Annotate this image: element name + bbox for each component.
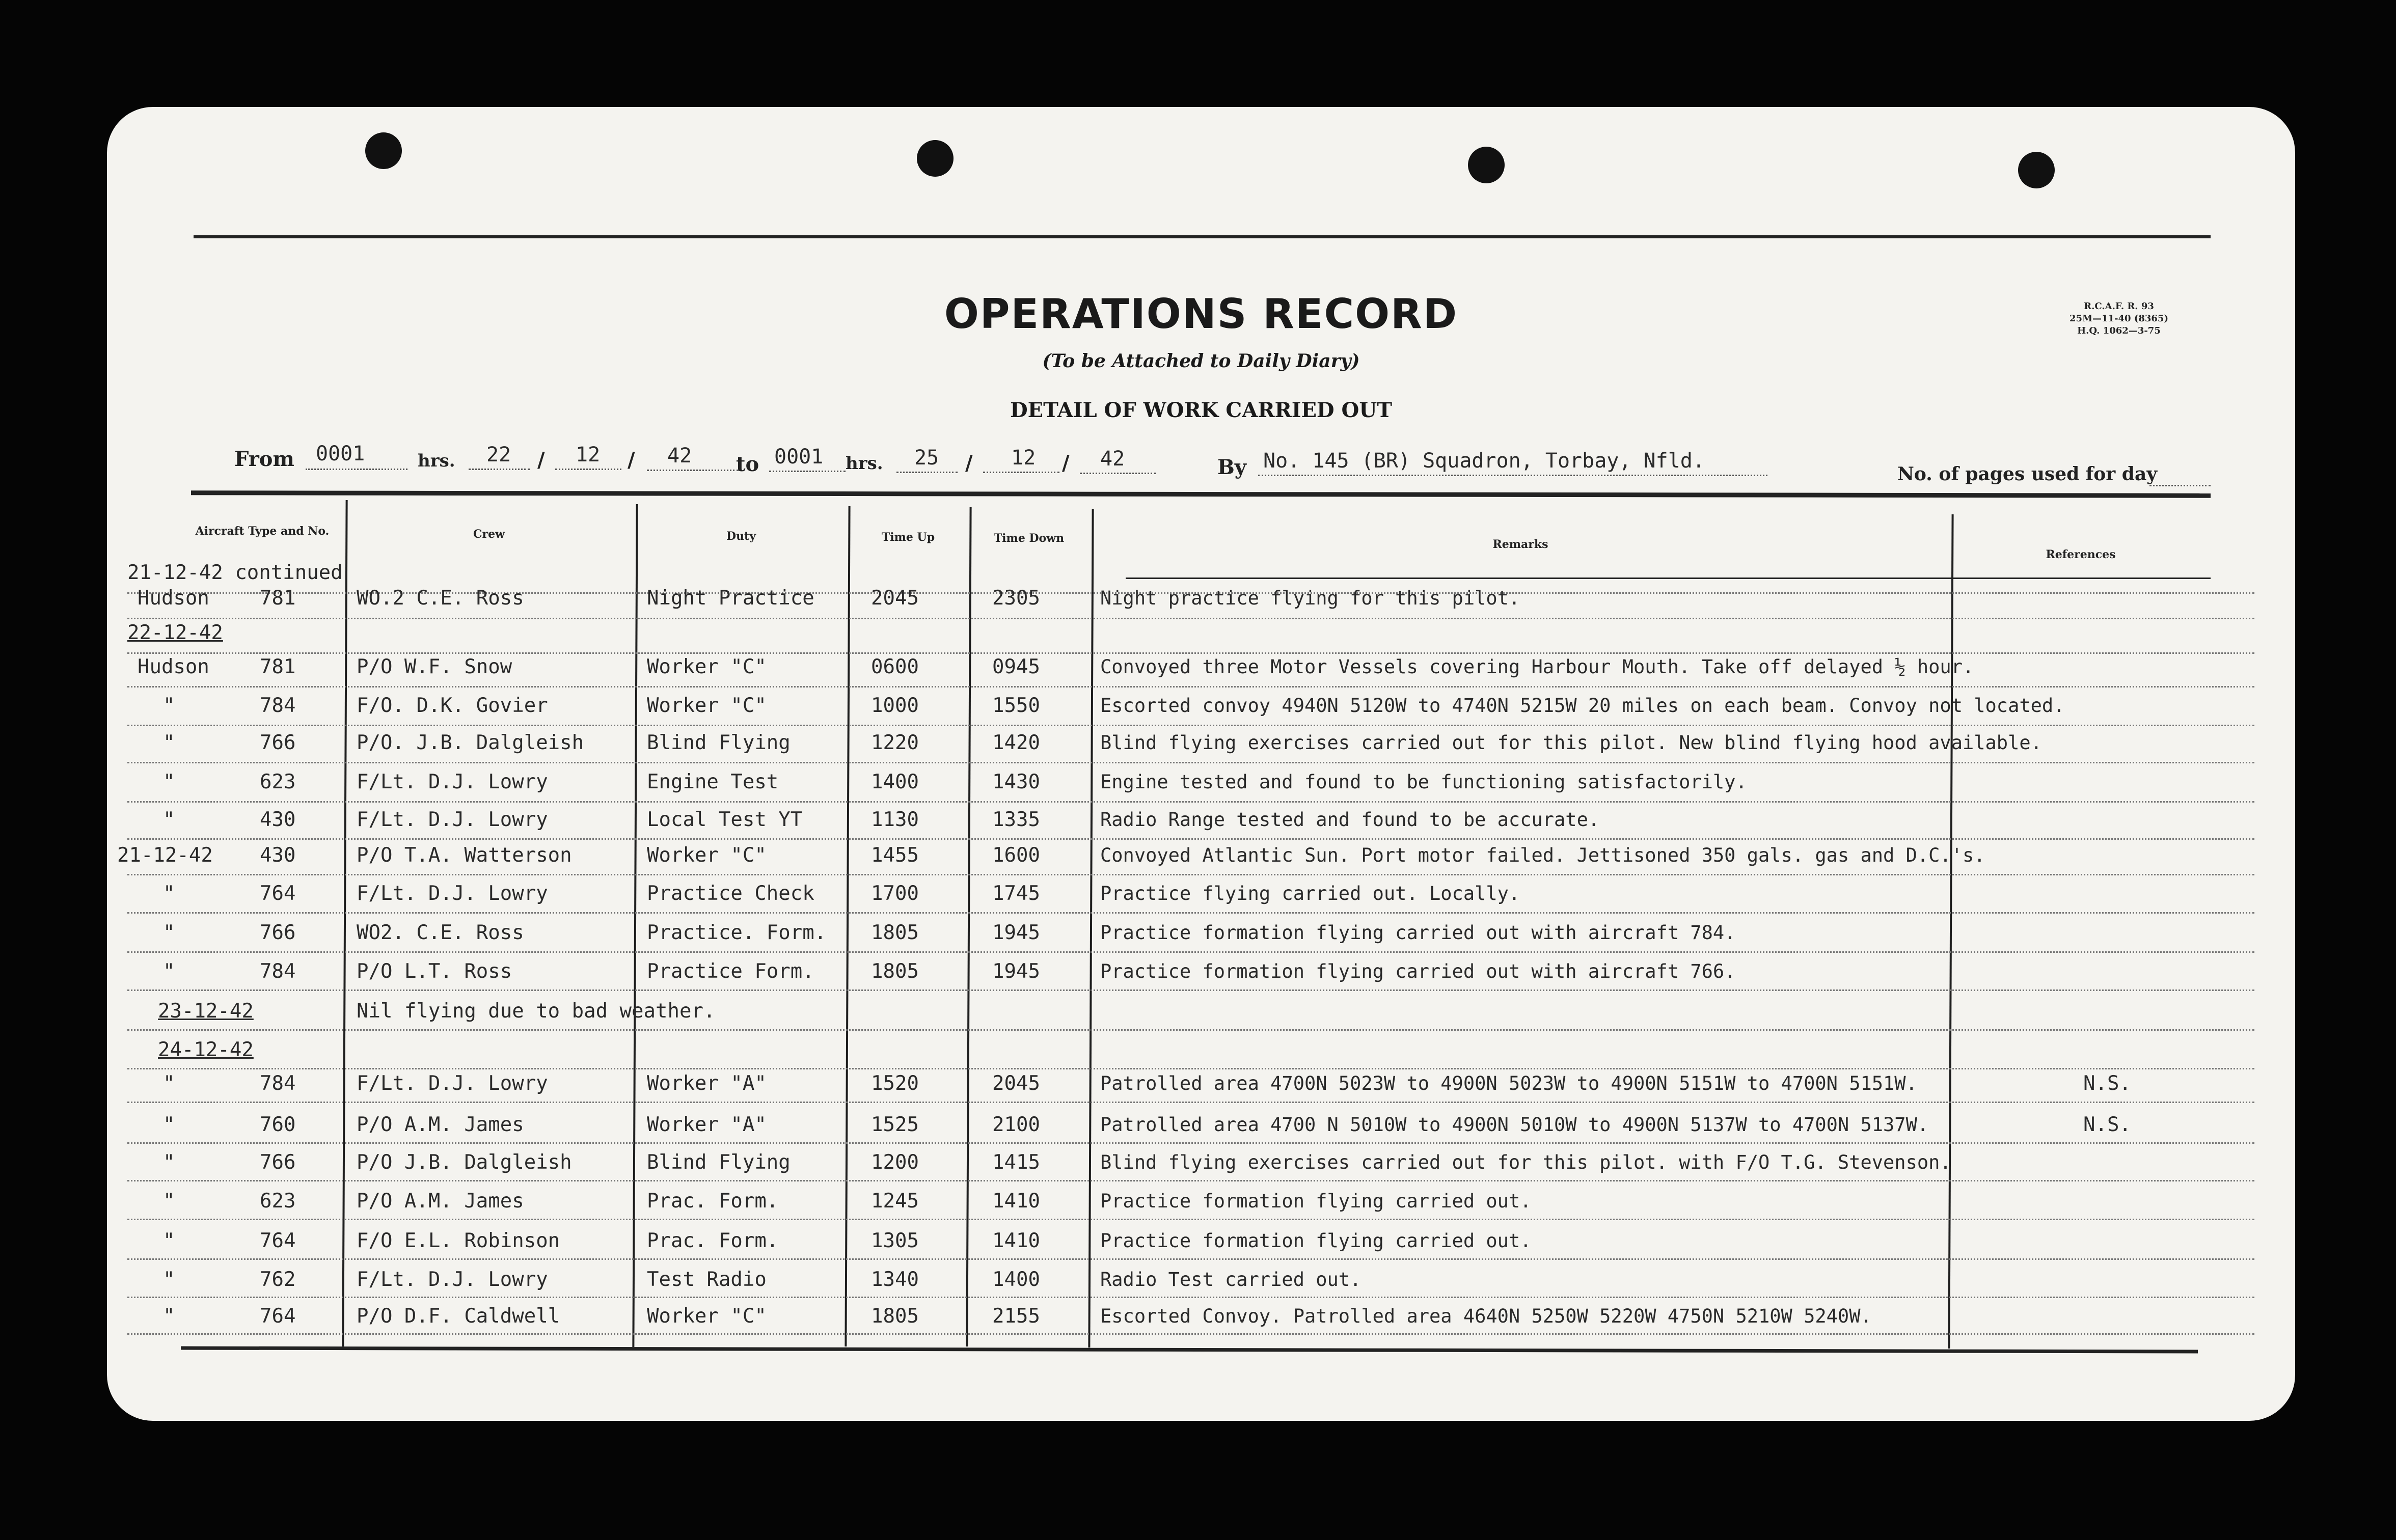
row-rule [127, 1333, 2254, 1335]
cell-duty: Practice Check [647, 882, 814, 905]
cell-down: 1600 [992, 844, 1040, 867]
cell-down: 2100 [992, 1113, 1040, 1136]
cell-date: 24-12-42 [158, 1038, 254, 1062]
cell-ref: N.S. [2083, 1113, 2131, 1136]
to-year: 42 [1100, 447, 1125, 471]
cell-crew: P/O A.M. James [357, 1190, 524, 1213]
cell-no: 623 [260, 771, 296, 794]
to-day-line [896, 472, 958, 473]
cell-up: 1455 [871, 844, 919, 867]
cell-down: 1420 [992, 731, 1040, 755]
cell-no: 784 [260, 1072, 296, 1095]
record-card [107, 107, 2295, 1421]
row-rule [127, 1180, 2254, 1181]
cell-no: 430 [260, 844, 296, 867]
cell-type: " [163, 808, 175, 831]
cell-type: Hudson [138, 655, 209, 678]
cell-no: 766 [260, 731, 296, 755]
cell-up: 1200 [871, 1150, 919, 1174]
cell-no: 784 [260, 694, 296, 717]
form-title: OPERATIONS RECORD [944, 290, 1458, 338]
col-header-duty: Duty [726, 530, 756, 543]
cell-crew: F/Lt. D.J. Lowry [357, 1072, 548, 1095]
row-rule [127, 838, 2254, 840]
cell-no: 781 [260, 655, 296, 678]
form-code-line: H.Q. 1062—3-75 [2077, 325, 2161, 336]
to-day: 25 [914, 446, 939, 470]
cell-no: 764 [260, 1229, 296, 1253]
cell-remarks: Practice flying carried out. Locally. [1100, 883, 1520, 905]
table-row [107, 1036, 2295, 1075]
punch-hole [365, 132, 402, 169]
row-rule [127, 1219, 2254, 1220]
cell-down: 2305 [992, 587, 1040, 610]
cell-type: " [163, 921, 175, 945]
from-year-line [647, 470, 739, 471]
cell-remarks: Escorted convoy 4940N 5120W to 4740N 5215W 20 miles on each beam. Convoy not located. [1100, 695, 2065, 717]
cell-type: " [163, 1072, 175, 1095]
cell-no: 764 [260, 882, 296, 905]
cell-type: " [163, 694, 175, 717]
from-year: 42 [667, 444, 692, 468]
cell-crew: P/O D.F. Caldwell [357, 1304, 560, 1328]
cell-duty: Practice. Form. [647, 921, 827, 945]
cell-no: 781 [260, 587, 296, 610]
col-header-time-down: Time Down [993, 532, 1065, 545]
cell-duty: Worker "C" [647, 655, 767, 678]
form-code [2058, 300, 2180, 337]
cell-remarks: Escorted Convoy. Patrolled area 4640N 5250W 5220W 4750N 5210W 5240W. [1100, 1305, 1872, 1327]
unit-line [1258, 475, 1767, 476]
col-header-time-up: Time Up [881, 531, 935, 544]
hrs-label: hrs. [418, 451, 455, 471]
to-year-line [1080, 473, 1156, 474]
cell-duty: Worker "C" [647, 844, 767, 867]
cell-up: 1805 [871, 1304, 919, 1328]
table-row [107, 806, 2295, 845]
row-rule [127, 1029, 2254, 1031]
from-time-line [306, 469, 407, 470]
cell-remarks: Radio Range tested and found to be accurate. [1100, 808, 1600, 831]
table-row [107, 730, 2295, 768]
cell-remarks: Practice formation flying carried out with aircraft 784. [1100, 922, 1736, 944]
cell-no: 762 [260, 1268, 296, 1291]
cell-up: 1805 [871, 959, 919, 983]
cell-up: 0600 [871, 655, 919, 678]
table-row [107, 620, 2295, 659]
cell-up: 1700 [871, 882, 919, 905]
cell-up: 1520 [871, 1072, 919, 1095]
cell-type: " [163, 1268, 175, 1291]
cell-down: 1430 [992, 771, 1040, 794]
row-rule [127, 1142, 2254, 1144]
to-month-line [983, 472, 1059, 473]
cell-down: 2155 [992, 1304, 1040, 1328]
cell-no: 766 [260, 921, 296, 945]
from-month: 12 [576, 443, 601, 466]
cell-type: " [163, 882, 175, 905]
row-rule [127, 686, 2254, 688]
cell-remarks: Convoyed Atlantic Sun. Port motor failed. Jettisoned 350 gals. gas and D.C.'s. [1100, 844, 1985, 866]
cell-down: 1945 [992, 921, 1040, 945]
row-rule [127, 1102, 2254, 1103]
cell-crew: P/O. J.B. Dalgleish [357, 731, 584, 755]
table-row [107, 997, 2295, 1036]
row-rule [127, 951, 2254, 953]
cell-remarks: Practice formation flying carried out. [1100, 1190, 1532, 1212]
form-code-line: R.C.A.F. R. 93 [2084, 301, 2154, 312]
table-row [107, 1187, 2295, 1225]
cell-down: 1410 [992, 1190, 1040, 1213]
cell-crew: F/O E.L. Robinson [357, 1229, 560, 1253]
row-rule [127, 725, 2254, 726]
from-month-line [555, 469, 621, 470]
cell-remarks: Radio Test carried out. [1100, 1268, 1362, 1290]
cell-down: 1945 [992, 959, 1040, 983]
punch-hole [1468, 147, 1505, 183]
col-header-references: References [2046, 548, 2116, 561]
table-row [107, 919, 2295, 958]
table-row [107, 1226, 2295, 1265]
cell-remarks: Convoyed three Motor Vessels covering Harbour Mouth. Take off delayed ½ hour. [1100, 655, 1974, 678]
table-row [107, 769, 2295, 808]
from-day-line [469, 469, 530, 470]
log-table-body [107, 560, 2295, 1347]
cell-remarks: Blind flying exercises carried out for this pilot. New blind flying hood available. [1100, 732, 2042, 754]
slash: / [965, 451, 973, 475]
cell-up: 1130 [871, 808, 919, 831]
slash: / [1062, 451, 1070, 475]
cell-duty: Blind Flying [647, 1150, 791, 1174]
by-label: By [1217, 455, 1247, 479]
cell-type: " [163, 1113, 175, 1136]
cell-no: 760 [260, 1113, 296, 1136]
table-row [107, 586, 2295, 624]
cell-type: " [163, 959, 175, 983]
to-time-line [769, 471, 846, 472]
table-row [107, 880, 2295, 919]
cell-type: Hudson [138, 587, 209, 610]
cell-duty: Engine Test [647, 771, 779, 794]
table-row [107, 842, 2295, 881]
from-label: From [234, 447, 294, 471]
cell-up: 1305 [871, 1229, 919, 1253]
from-day: 22 [486, 443, 511, 466]
col-header-remarks: Remarks [1492, 538, 1548, 551]
cell-remarks: Practice formation flying carried out with aircraft 766. [1100, 960, 1736, 982]
cell-up: 2045 [871, 587, 919, 610]
cell-crew: P/O L.T. Ross [357, 959, 512, 983]
cell-up: 1805 [871, 921, 919, 945]
cell-type: " [163, 731, 175, 755]
hrs-label: hrs. [846, 453, 883, 474]
cell-type: " [163, 1304, 175, 1328]
pages-line [2149, 485, 2211, 486]
cell-remarks: Engine tested and found to be functioning satisfactorily. [1100, 771, 1747, 793]
table-row [107, 957, 2295, 996]
slash: / [537, 448, 545, 472]
cell-crew: P/O T.A. Watterson [357, 844, 572, 867]
cell-date: 22-12-42 [127, 621, 223, 645]
cell-crew: Nil flying due to bad weather. [357, 999, 716, 1023]
cell-down: 1410 [992, 1229, 1040, 1253]
punch-hole [2018, 152, 2055, 188]
table-row [107, 1301, 2295, 1340]
col-header-crew: Crew [473, 528, 505, 541]
cell-date: 21-12-42 continued [127, 561, 343, 584]
cell-crew: P/O W.F. Snow [357, 655, 512, 678]
row-rule [127, 989, 2254, 991]
cell-remarks: Blind flying exercises carried out for this pilot. with F/O T.G. Stevenson. [1100, 1151, 1951, 1173]
cell-no: 764 [260, 1304, 296, 1328]
form-subtitle: (To be Attached to Daily Diary) [1042, 350, 1360, 372]
cell-up: 1525 [871, 1113, 919, 1136]
cell-no: 766 [260, 1150, 296, 1174]
cell-down: 0945 [992, 655, 1040, 678]
cell-duty: Worker "C" [647, 694, 767, 717]
pages-label: No. of pages used for day [1897, 463, 2158, 485]
from-time: 0001 [316, 442, 365, 465]
cell-crew: WO.2 C.E. Ross [357, 587, 524, 610]
form-code-line: 25M—11-40 (8365) [2070, 313, 2168, 324]
slash: / [628, 448, 635, 472]
to-month: 12 [1011, 446, 1036, 470]
table-row [107, 1148, 2295, 1187]
squadron-unit: No. 145 (BR) Squadron, Torbay, Nfld. [1263, 449, 1705, 473]
cell-remarks: Practice formation flying carried out. [1100, 1230, 1532, 1252]
to-label: to [736, 452, 759, 476]
cell-crew: P/O A.M. James [357, 1113, 524, 1136]
cell-down: 1745 [992, 882, 1040, 905]
col-header-aircraft: Aircraft Type and No. [195, 525, 330, 538]
top-rule [194, 235, 2211, 238]
cell-crew: F/Lt. D.J. Lowry [357, 808, 548, 831]
cell-date: 23-12-42 [158, 999, 254, 1023]
row-rule [127, 801, 2254, 803]
cell-type: " [163, 1190, 175, 1213]
cell-crew: F/Lt. D.J. Lowry [357, 771, 548, 794]
row-rule [127, 1258, 2254, 1260]
table-row [107, 693, 2295, 731]
cell-up: 1220 [871, 731, 919, 755]
to-time: 0001 [774, 445, 824, 469]
row-rule [127, 762, 2254, 763]
cell-remarks: Night practice flying for this pilot. [1100, 587, 1520, 610]
cell-up: 1400 [871, 771, 919, 794]
cell-type: " [163, 1229, 175, 1253]
row-rule [127, 1297, 2254, 1298]
cell-duty: Prac. Form. [647, 1190, 779, 1213]
cell-crew: WO2. C.E. Ross [357, 921, 524, 945]
cell-type: " [163, 1150, 175, 1174]
table-top-rule [191, 490, 2211, 498]
cell-ref: N.S. [2083, 1072, 2131, 1095]
table-row [107, 654, 2295, 693]
row-rule [127, 618, 2254, 619]
table-row [107, 1069, 2295, 1108]
table-row [107, 1264, 2295, 1303]
cell-down: 1415 [992, 1150, 1040, 1174]
punch-hole [917, 140, 954, 177]
cell-duty: Prac. Form. [647, 1229, 779, 1253]
cell-duty: Worker "A" [647, 1113, 767, 1136]
cell-type: 21-12-42 [117, 844, 213, 867]
cell-duty: Blind Flying [647, 731, 791, 755]
cell-down: 2045 [992, 1072, 1040, 1095]
cell-crew: F/Lt. D.J. Lowry [357, 882, 548, 905]
cell-up: 1340 [871, 1268, 919, 1291]
cell-crew: F/Lt. D.J. Lowry [357, 1268, 548, 1291]
cell-no: 784 [260, 959, 296, 983]
row-rule [127, 874, 2254, 875]
table-bottom-rule [181, 1346, 2198, 1354]
cell-crew: F/O. D.K. Govier [357, 694, 548, 717]
cell-duty: Worker "C" [647, 1304, 767, 1328]
cell-down: 1550 [992, 694, 1040, 717]
cell-duty: Local Test YT [647, 808, 803, 831]
cell-no: 430 [260, 808, 296, 831]
cell-no: 623 [260, 1190, 296, 1213]
cell-up: 1245 [871, 1190, 919, 1213]
cell-crew: P/O J.B. Dalgleish [357, 1150, 572, 1174]
cell-remarks: Patrolled area 4700N 5023W to 4900N 5023W to 4900N 5151W to 4700N 5151W. [1100, 1072, 1917, 1095]
cell-down: 1335 [992, 808, 1040, 831]
cell-up: 1000 [871, 694, 919, 717]
cell-type: " [163, 771, 175, 794]
cell-duty: Night Practice [647, 587, 814, 610]
cell-down: 1400 [992, 1268, 1040, 1291]
form-detail-heading: DETAIL OF WORK CARRIED OUT [1010, 398, 1393, 422]
cell-duty: Worker "A" [647, 1072, 767, 1095]
cell-remarks: Patrolled area 4700 N 5010W to 4900N 5010W to 4900N 5137W to 4700N 5137W. [1100, 1113, 1929, 1136]
cell-duty: Practice Form. [647, 959, 814, 983]
row-rule [127, 912, 2254, 914]
table-row [107, 1110, 2295, 1149]
cell-duty: Test Radio [647, 1268, 767, 1291]
